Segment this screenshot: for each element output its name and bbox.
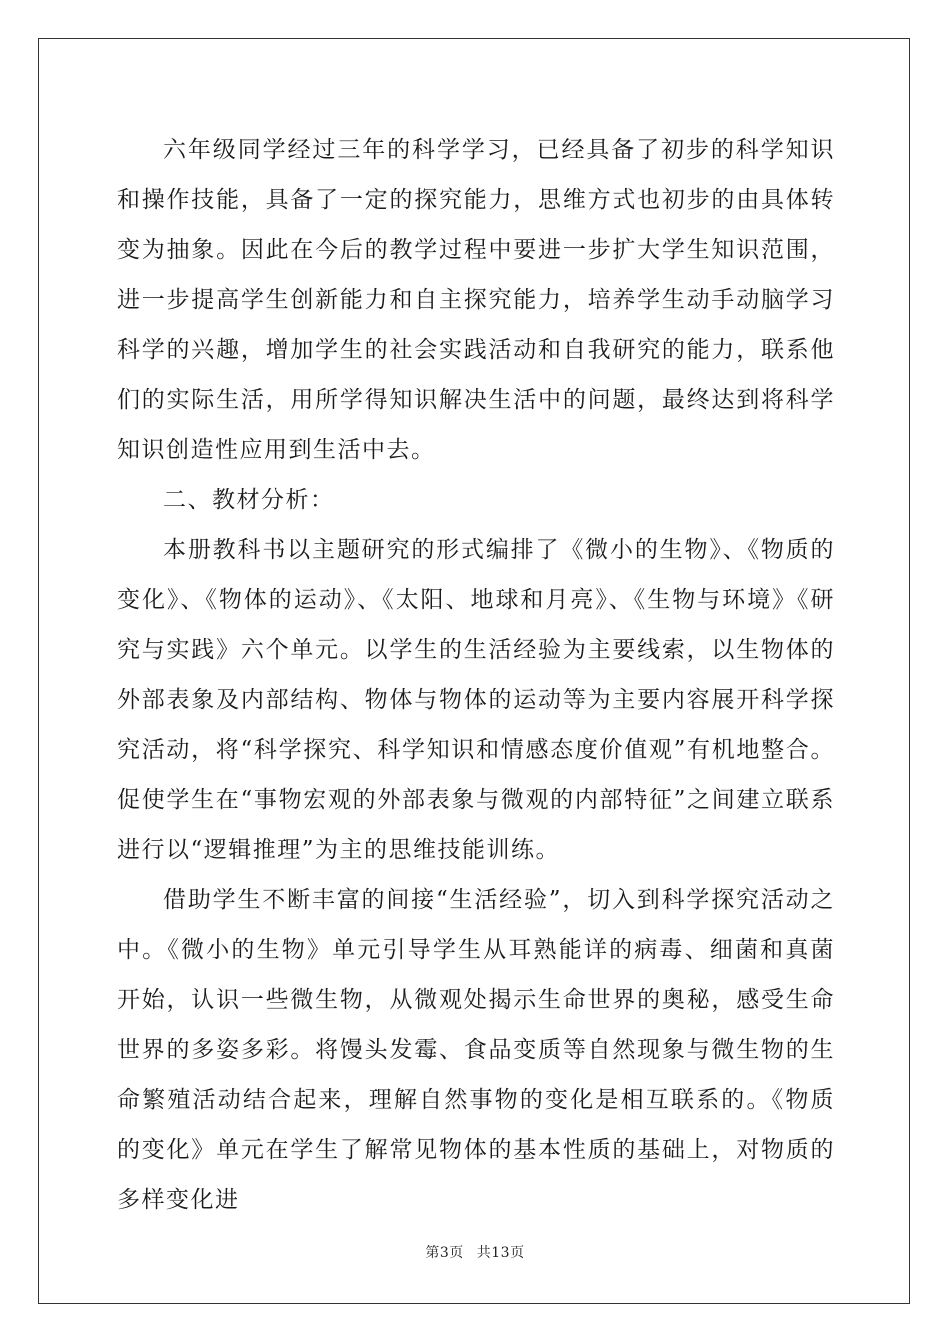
paragraph-unit-description: 借助学生不断丰富的间接“生活经验”，切入到科学探究活动之中。《微小的生物》单元引导学生从耳熟能详的病毒、细菌和真菌开始，认识一些微生物，从微观处揭示生命世界的奥秘，感受生命世界的多姿多彩。将馒头发霉、食品变质等自然现象与微生物的生命繁殖活动结合起来，理解自然事物的变化是相互联系的。《物质的变化》单元在学生了解常见物体的基本性质的基础上，对物质的多样变化进 [117, 887, 835, 1213]
paragraph-textbook-overview: 本册教科书以主题研究的形式编排了《微小的生物》、《物质的变化》、《物体的运动》、《太阳、地球和月亮》、《生物与环境》《研究与实践》六个单元。以学生的生活经验为主要线索，以生物体的外部表象及内部结构、物体与物体的运动等为主要内容展开科学探究活动，将“科学探究、科学知识和情感态度价值观”有机地整合。促使学生在“事物宏观的外部表象与微观的内部特征”之间建立联系进行以“逻辑推理”为主的思维技能训练。 [117, 537, 835, 863]
page-footer [0, 1242, 950, 1262]
paragraph-student-analysis: 六年级同学经过三年的科学学习，已经具备了初步的科学知识和操作技能，具备了一定的探究能力，思维方式也初步的由具体转变为抽象。因此在今后的教学过程中要进一步扩大学生知识范围，进一步提高学生创新能力和自主探究能力，培养学生动手动脑学习科学的兴趣，增加学生的社会实践活动和自我研究的能力，联系他们的实际生活，用所学得知识解决生活中的问题，最终达到将科学知识创造性应用到生活中去。 [117, 137, 835, 463]
total-pages: 共13页 [476, 1245, 525, 1261]
section-heading-textbook-analysis: 二、教材分析： [163, 487, 335, 513]
page-number: 第3页 [425, 1245, 464, 1261]
document-body [117, 125, 835, 1225]
